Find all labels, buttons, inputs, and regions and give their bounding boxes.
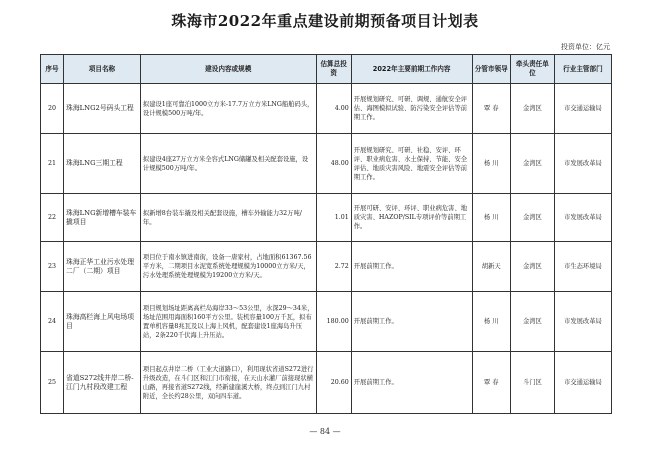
row-invest: 20.60 <box>316 352 351 414</box>
row-unit: 金湾区 <box>510 292 554 352</box>
row-name: 珠海正华工业污水处理二厂（二期）项目 <box>64 242 141 292</box>
row-no: 25 <box>41 352 64 414</box>
row-work: 开展可研、安评、环评、职业病危害、地质灾害、HAZOP/SIL专项评价等前期工作。 <box>351 194 472 242</box>
row-leader: 杨 川 <box>472 134 510 194</box>
table-row <box>41 242 612 292</box>
row-dept: 市交通运输局 <box>554 84 611 134</box>
row-invest: 180.00 <box>316 292 351 352</box>
row-dept: 市发展改革局 <box>554 134 611 194</box>
row-dept: 市发展改革局 <box>554 292 611 352</box>
page-number: — 84 — <box>309 427 341 436</box>
row-dept: 市交通运输局 <box>554 352 611 414</box>
row-content: 项目起点井岸二桥（工业大道路口），利用现状省道S272进行升级改造，在斗门区和江门市衔接，在天山水灌厂前接现状横山路，再接省道S272线，经新建崖溪大桥，终点到江门九村附近，全长约28公里，双向四车道。 <box>140 352 316 414</box>
row-work: 开展前期工作。 <box>351 352 472 414</box>
row-name: 珠海LNG新增槽车装车撬项目 <box>64 194 141 242</box>
row-no: 21 <box>41 134 64 194</box>
col-content-header: 建设内容或规模 <box>140 55 316 84</box>
table-row <box>41 352 612 414</box>
row-leader: 杨 川 <box>472 292 510 352</box>
col-work-header: 2022年主要前期工作内容 <box>351 55 472 84</box>
row-leader: 覃 春 <box>472 352 510 414</box>
col-unit-header: 牵头责任单位 <box>510 55 554 84</box>
row-work: 开展规划研究、可研、调规、通航安全评估、海图模拟试验、防污染安全评估等前期工作。 <box>351 84 472 134</box>
row-unit: 金湾区 <box>510 84 554 134</box>
row-no: 24 <box>41 292 64 352</box>
row-name: 珠海LNG2号码头工程 <box>64 84 141 134</box>
row-leader: 覃 春 <box>472 84 510 134</box>
row-content: 项目位于南水镇进南街，设备一唐家村，占地面积61367.56平方米，二期项目水泥宽系统处理规模为10000立方米/天，污水处理系统处理规模为19200立方米/天。 <box>140 242 316 292</box>
row-invest: 4.00 <box>316 84 351 134</box>
row-content: 拟新增8台装车撬及相关配套设施，槽车外输能力32万吨/年。 <box>140 194 316 242</box>
row-unit: 金湾区 <box>510 134 554 194</box>
row-unit: 斗门区 <box>510 352 554 414</box>
row-work: 开展前期工作。 <box>351 242 472 292</box>
table-row <box>41 292 612 352</box>
row-content: 拟建设4座27万立方米全容式LNG储罐及相关配套设施，设计规模500万吨/年。 <box>140 134 316 194</box>
row-unit: 金湾区 <box>510 194 554 242</box>
page-title: 珠海市2022年重点建设前期预备项目计划表 <box>171 12 479 30</box>
col-dept-header: 行业主管部门 <box>554 55 611 84</box>
row-leader: 胡新天 <box>472 242 510 292</box>
project-table <box>40 54 612 414</box>
row-dept: 市发展改革局 <box>554 194 611 242</box>
row-name: 省道S272线井岸二桥-江门九村段改建工程 <box>64 352 141 414</box>
row-name: 珠海高栏海上风电场项目 <box>64 292 141 352</box>
table-row <box>41 134 612 194</box>
row-no: 23 <box>41 242 64 292</box>
col-name-header: 项目名称 <box>64 55 141 84</box>
row-unit: 金湾区 <box>510 242 554 292</box>
row-no: 22 <box>41 194 64 242</box>
row-name: 珠海LNG三期工程 <box>64 134 141 194</box>
row-dept: 市生态环境局 <box>554 242 611 292</box>
row-content: 拟建设1座可靠泊1000立方米-17.7万立方米LNG船舶码头，设计规模500万吨/年。 <box>140 84 316 134</box>
row-invest: 1.01 <box>316 194 351 242</box>
col-invest-header: 估算总投资 <box>316 55 351 84</box>
row-work: 开展前期工作。 <box>351 292 472 352</box>
row-invest: 2.72 <box>316 242 351 292</box>
unit-note: 投资单位：亿元 <box>561 43 610 51</box>
row-invest: 48.00 <box>316 134 351 194</box>
row-content: 项目规划场址距离高栏岛海岸33～53公里，水深29～34米，场址范围用海面积160平方公里。装机容量100万千瓦，拟布置单机容量8兆瓦及以上海上风机，配套建设1座海岛升压站，2条220千伏海上升压站。 <box>140 292 316 352</box>
row-leader: 杨 川 <box>472 194 510 242</box>
header-row <box>41 55 612 84</box>
table-row <box>41 84 612 134</box>
row-work: 开展规划研究、可研、社稳、安评、环评、职业病危害、水土保持、节能、安全评估、地质灾害风险、地震安全评估等前期工作。 <box>351 134 472 194</box>
col-no-header: 序号 <box>41 55 64 84</box>
col-leader-header: 分管市领导 <box>472 55 510 84</box>
table-row <box>41 194 612 242</box>
row-no: 20 <box>41 84 64 134</box>
